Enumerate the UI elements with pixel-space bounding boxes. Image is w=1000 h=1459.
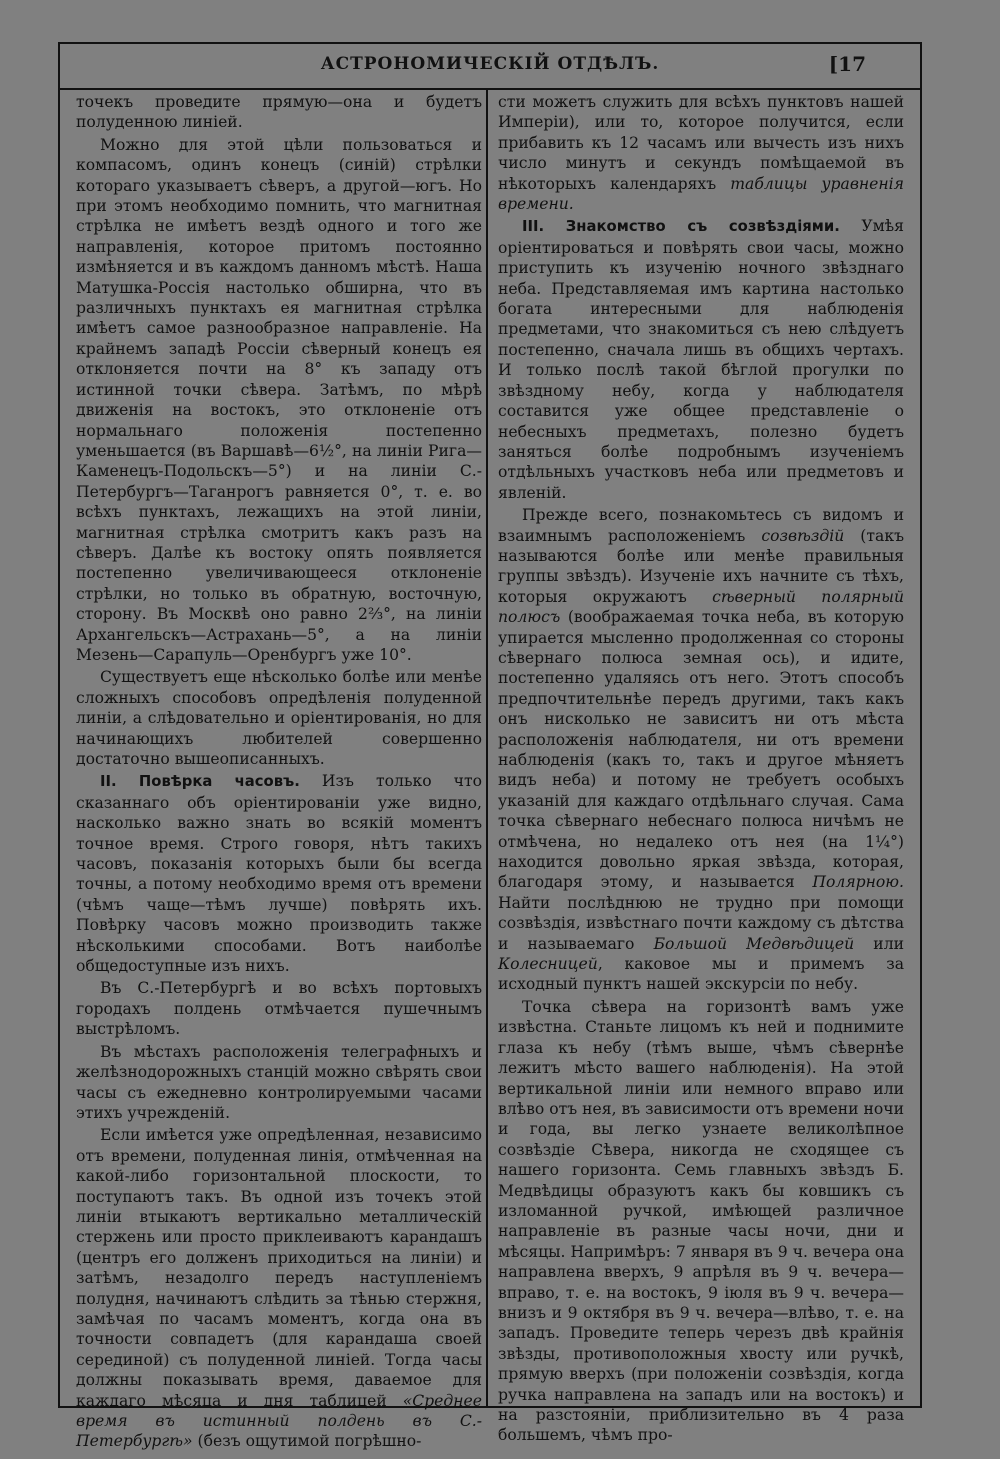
header-rule [58, 88, 922, 90]
paragraph-other-methods: Существуетъ еще нѣсколько болѣе или менѣе сложныхъ способовъ опредѣленія полуденной линіи, а слѣдовательно и оріентированія, но для начинающихъ любителей совершенно достаточно вышеописанныхъ. [76, 668, 482, 768]
paragraph-big-dipper: Точка сѣвера на горизонтѣ вамъ уже извѣстна. Станьте лицомъ къ ней и поднимите глаза къ небу (тѣмъ выше, чѣмъ сѣвернѣе лежитъ мѣсто вашего наблюденія). На этой вертикальной линіи или немного вправо или влѣво отъ нея, въ зависимости отъ времени ночи и года, вы легко узнаете великолѣпное созвѣздіе Сѣвера, никогда не сходящее съ нашего горизонта. Семь главныхъ звѣздъ Б. Медвѣдицы образуютъ какъ бы ковшикъ съ изломанной ручкой, имѣющей различное направленіе въ разные часы ночи, дни и мѣсяцы. Напримѣръ: 7 января въ 9 ч. вечера она направлена вверхъ, 9 апрѣля въ 9 ч. вечера—вправо, т. е. на востокъ, 9 іюля въ 9 ч. вечера—внизъ и 9 октября въ 9 ч. вечера—влѣво, т. е. на западъ. Проведите теперь черезъ двѣ крайнія звѣзды, противоположныя хвосту или ручкѣ, прямую вверхъ (при положеніи созвѣздія, когда ручка направлена на западъ или на востокъ) и на разстояніи, приблизительно въ 4 раза большемъ, чѣмъ про- [498, 997, 904, 1445]
paragraph-constellations-intro [498, 216, 904, 503]
paragraph-text: Прежде всего, познакомьтесь съ видомъ и взаимнымъ расположеніемъ [498, 506, 904, 545]
italic-equation-of-time: таблицы уравненія времени. [498, 174, 904, 214]
paragraph-text: Изъ только что сказаннаго объ оріентированіи уже видно, насколько важно знать во всякій моментъ точное время. Строго говоря, нѣтъ такихъ часовъ, показанія которыхъ были бы всегда точны, а потому необходимо время отъ времени (чѣмъ чаще—тѣмъ лучше) повѣрять ихъ. Повѣрку часовъ можно производить также нѣсколькими способами. Вотъ наиболѣе общедоступные изъ нихъ. [76, 772, 483, 976]
paragraph-clock-check [76, 771, 482, 976]
paragraph-text: Умѣя оріентироваться и повѣрять свои часы, можно приступить къ изученію ночного звѣзднаго неба. Представляемая имъ картина настолько богата интересными для наблюденія предметами, что знакомиться съ нею слѣдуетъ постепенно, сначала лишь въ общихъ чертахъ. И только послѣ такой бѣглой прогулки по звѣздному небу, когда у наблюдателя составится уже общее представленіе о небесныхъ предметахъ, полезно будетъ заняться болѣе подробнымъ изученіемъ отдѣльныхъ участковъ неба или предметовъ и явленій. [498, 217, 904, 502]
paragraph-polar-region [498, 505, 904, 995]
paragraph-text: Найти послѣднюю не трудно при помощи созвѣздія, извѣстнаго почти каждому съ дѣтства и называемаго [498, 893, 904, 953]
italic-table-title: «Среднее время въ истинный полдень въ С.-Петербургѣ» [76, 1391, 482, 1451]
paragraph-continuation [498, 92, 904, 214]
paragraph-continuation: точекъ проведите прямую—она и будетъ полуденною линіей. [76, 93, 482, 132]
left-column [76, 92, 482, 1452]
paragraph-text: (такъ называются болѣе или менѣе правильныя группы звѣздъ). Изученіе ихъ начните съ тѣхъ, которыя окружаютъ [498, 526, 904, 606]
running-header [58, 50, 922, 86]
paragraph-text: Если имѣется уже опредѣленная, независимо отъ времени, полуденная линія, отмѣченная на какой-либо горизонтальной плоскости, то поступаютъ такъ. Въ одной изъ точекъ этой линіи втыкаютъ вертикально металлическій стержень или просто приклеиваютъ карандашъ (центръ его долженъ приходиться на линіи) и затѣмъ, незадолго передъ наступленіемъ полудня, начинаютъ слѣдить за тѣнью стержня, замѣчая по часамъ моментъ, когда она въ точности совпадетъ (для карандаша своей серединой) съ полуденной линіей. Тогда часы должны показывать время, даваемое для каждаго мѣсяца и дня таблицей [76, 1126, 482, 1410]
paragraph-text: или [854, 934, 905, 953]
right-column [498, 92, 904, 1446]
paragraph-text: (безъ ощутимой погрѣшно- [192, 1432, 422, 1451]
frame-top-border [58, 42, 922, 44]
section-heading-clock-check: II. Повѣрка часовъ. [100, 773, 300, 791]
italic-term: сѣверный полярный полюсъ [498, 587, 904, 627]
page-number: [17 [828, 52, 866, 76]
journal-page [58, 42, 922, 1451]
column-separator [486, 90, 488, 1408]
paragraph-text: , каковое мы и примемъ за исходный пунктъ нашей экскурсіи по небу. [498, 955, 904, 994]
paragraph-text: сти можетъ служить для всѣхъ пунктовъ нашей Имперіи), или то, которое получится, если прибавить къ 12 часамъ или вычесть изъ нихъ число минутъ и секундъ помѣщаемой въ нѣкоторыхъ календаряхъ [498, 93, 904, 193]
frame-right-border [920, 42, 922, 1408]
section-title: АСТРОНОМИЧЕСКІЙ ОТДѢЛЪ. [320, 54, 660, 74]
italic-term: Колесницей [498, 955, 598, 974]
paragraph-compass: Можно для этой цѣли пользоваться и компасомъ, одинъ конецъ (синій) стрѣлки котораго указываетъ сѣверъ, а другой—югъ. Но при этомъ необходимо помнить, что магнитная стрѣлка не имѣетъ вездѣ одного и того же направленія, которое притомъ постоянно измѣняется и въ каждомъ данномъ мѣстѣ. Наша Матушка-Россія настолько обширна, что въ различныхъ пунктахъ ея магнитная стрѣлка имѣетъ самое разнообразное направленіе. На крайнемъ западѣ Россіи сѣверный конецъ ея отклоняется почти на 8° къ западу отъ истинной точки сѣвера. Затѣмъ, по мѣрѣ движенія на востокъ, это отклоненіе отъ нормальнаго положенія постепенно уменьшается (въ Варшавѣ—6½°, на линіи Рига—Каменецъ-Подольскъ—5°) и на линіи С.-Петербургъ—Таганрогъ равняется 0°, т. е. во всѣхъ пунктахъ, лежащихъ на этой линіи, магнитная стрѣлка смотритъ какъ разъ на сѣверъ. Далѣе къ востоку опять появляется постепенно увеличивающееся отклоненіе стрѣлки, но только въ обратную, восточную, сторону. Въ Москвѣ оно равно 2⅔°, на линіи Архангельскъ—Астрахань—5°, а на линіи Мезень—Сарапуль—Оренбургъ уже 10°. [76, 135, 482, 664]
paragraph-noon-line [76, 1125, 482, 1452]
italic-term: созвѣздій [761, 526, 845, 545]
frame-left-border [58, 42, 60, 1408]
paragraph-telegraph: Въ мѣстахъ расположенія телеграфныхъ и желѣзнодорожныхъ станцій можно свѣрять свои часы съ ежедневно контролируемыми часами этихъ учрежденій. [76, 1042, 482, 1122]
section-heading-constellations: III. Знакомство съ созвѣздіями. [522, 218, 840, 236]
italic-term: Большой Медвѣдицей [653, 934, 855, 953]
paragraph-petersburg-cannon: Въ С.-Петербургѣ и во всѣхъ портовыхъ городахъ полдень отмѣчается пушечнымъ выстрѣломъ. [76, 979, 482, 1039]
paragraph-text: (воображаемая точка неба, въ которую упирается мысленно продолженная со стороны сѣвернаго полюса земная ось), и идите, постепенно удаляясь отъ него. Этотъ способъ предпочтительнѣе передъ другими, такъ какъ онъ нисколько не зависитъ ни отъ мѣста расположенія наблюдателя, ни отъ времени наблюденія (какъ то, такъ и другое мѣняетъ видъ неба) и потому не требуетъ особыхъ указаній для каждаго отдѣльнаго случая. Сама точка сѣвернаго небеснаго полюса ничѣмъ не отмѣчена, но недалеко отъ нея (на 1¼°) находится довольно яркая звѣзда, которая, благодаря этому, и называется [498, 608, 904, 892]
italic-term: Полярною. [812, 873, 904, 892]
